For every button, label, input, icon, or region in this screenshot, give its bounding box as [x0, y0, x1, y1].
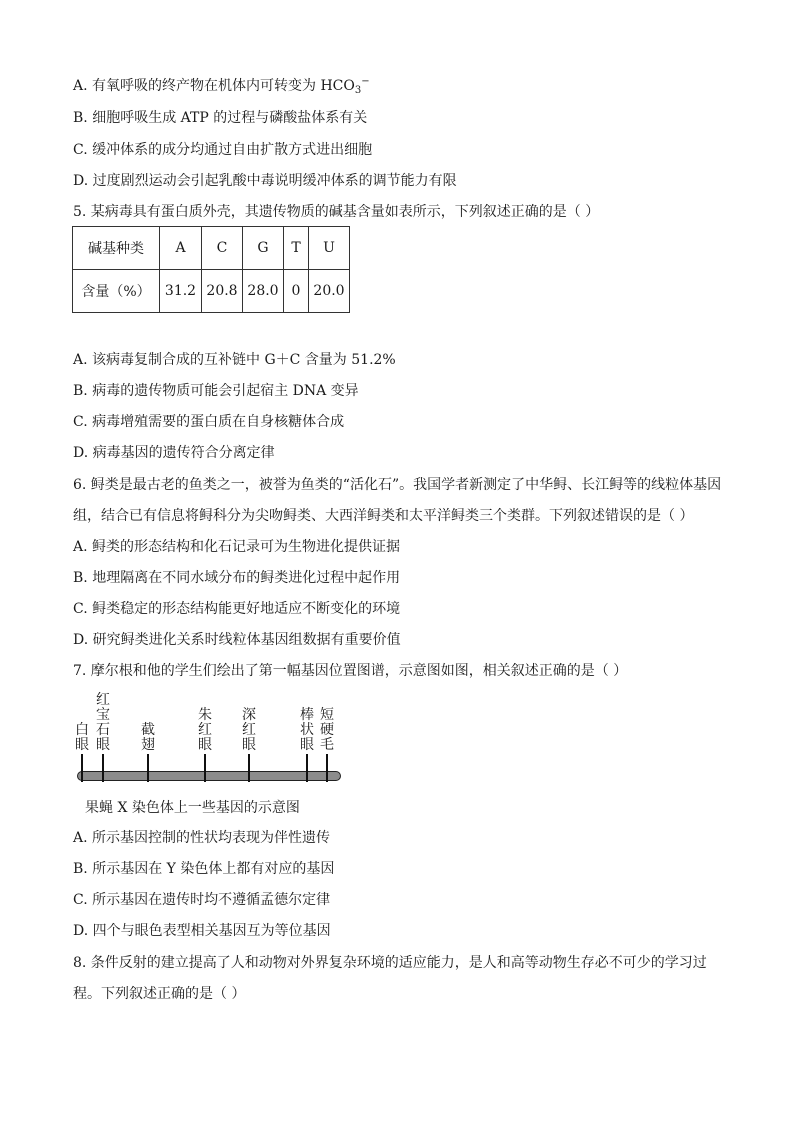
table-cell: A [160, 227, 202, 270]
gene-label-white-eye: 白 眼 [75, 722, 89, 753]
table-cell: U [309, 227, 350, 270]
figure-caption: 果蝇 X 染色体上一些基因的示意图 [85, 800, 300, 816]
q5-option-d: D. 病毒基因的遗传符合分离定律 [73, 445, 275, 461]
q6-option-d: D. 研究鲟类进化关系时线粒体基因组数据有重要价值 [73, 632, 401, 648]
q7-option-a: A. 所示基因控制的性状均表现为伴性遗传 [73, 830, 331, 846]
q5-option-a: A. 该病毒复制合成的互补链中 G＋C 含量为 51.2% [73, 352, 396, 368]
gene-locus-tick [306, 754, 308, 782]
base-content-table [72, 226, 350, 313]
gene-label-short-bristle: 短 硬 毛 [320, 707, 334, 753]
table-cell: 碱基种类 [73, 227, 160, 270]
gene-locus-tick [204, 754, 206, 782]
q4-option-d: D. 过度剧烈运动会引起乳酸中毒说明缓冲体系的调节能力有限 [73, 173, 457, 189]
table-cell: 31.2 [160, 270, 202, 313]
q5-stem: 5. 某病毒具有蛋白质外壳，其遗传物质的碱基含量如表所示，下列叙述正确的是（ ） [73, 204, 600, 220]
q5-option-c: C. 病毒增殖需要的蛋白质在自身核糖体合成 [73, 414, 345, 430]
q4-option-a [73, 72, 370, 101]
q4-option-a-subscript: 3 [354, 85, 362, 96]
q4-option-c: C. 缓冲体系的成分均通过自由扩散方式进出细胞 [73, 142, 373, 158]
q7-stem: 7. 摩尔根和他的学生们绘出了第一幅基因位置图谱，示意图如图，相关叙述正确的是（ ） [73, 663, 628, 679]
q6-option-a: A. 鲟类的形态结构和化石记录可为生物进化提供证据 [73, 539, 401, 555]
q7-option-c: C. 所示基因在遗传时均不遵循孟德尔定律 [73, 892, 331, 908]
gene-label-ruby-eye: 红 宝 石 眼 [96, 692, 110, 753]
q7-option-b: B. 所示基因在 Y 染色体上都有对应的基因 [73, 861, 335, 877]
q8-stem-line1: 8. 条件反射的建立提高了人和动物对外界复杂环境的适应能力，是人和高等动物生存必不可少的学习过 [73, 955, 707, 971]
table-cell: 28.0 [243, 270, 284, 313]
gene-locus-tick [326, 754, 328, 782]
table-cell: 0 [284, 270, 309, 313]
gene-label-cut-wing: 截 翅 [141, 722, 155, 753]
q4-option-a-text: A. 有氧呼吸的终产物在机体内可转变为 HCO [73, 78, 355, 94]
table-cell: C [202, 227, 243, 270]
gene-locus-tick [102, 754, 104, 782]
table-cell: T [284, 227, 309, 270]
q4-option-a-superscript: − [361, 76, 370, 87]
table-header-row [73, 227, 350, 270]
table-cell: 20.0 [309, 270, 350, 313]
gene-locus-tick [248, 754, 250, 782]
gene-locus-tick [81, 754, 83, 782]
table-cell: 20.8 [202, 270, 243, 313]
q6-option-c: C. 鲟类稳定的形态结构能更好地适应不断变化的环境 [73, 601, 401, 617]
q6-stem-line2: 组，结合已有信息将鲟科分为尖吻鲟类、大西洋鲟类和太平洋鲟类三个类群。下列叙述错误的是（ ） [73, 508, 694, 524]
gene-label-bar-eye: 棒 状 眼 [300, 707, 314, 753]
x-chromosome-bar [77, 771, 341, 781]
q4-option-b: B. 细胞呼吸生成 ATP 的过程与磷酸盐体系有关 [73, 110, 368, 126]
gene-label-carmine-eye: 深 红 眼 [242, 707, 256, 753]
q8-stem-line2: 程。下列叙述正确的是（ ） [73, 986, 246, 1002]
table-cell: G [243, 227, 284, 270]
table-cell: 含量（%） [73, 270, 160, 313]
q5-option-b: B. 病毒的遗传物质可能会引起宿主 DNA 变异 [73, 383, 359, 399]
gene-label-vermilion-eye: 朱 红 眼 [198, 707, 212, 753]
q6-option-b: B. 地理隔离在不同水域分布的鲟类进化过程中起作用 [73, 570, 401, 586]
table-row [73, 270, 350, 313]
chromosome-gene-map [74, 690, 344, 790]
q7-option-d: D. 四个与眼色表型相关基因互为等位基因 [73, 923, 331, 939]
gene-locus-tick [147, 754, 149, 782]
q6-stem-line1: 6. 鲟类是最古老的鱼类之一，被誉为鱼类的“活化石”。我国学者新测定了中华鲟、长江鲟等的线粒体基因 [73, 477, 722, 493]
